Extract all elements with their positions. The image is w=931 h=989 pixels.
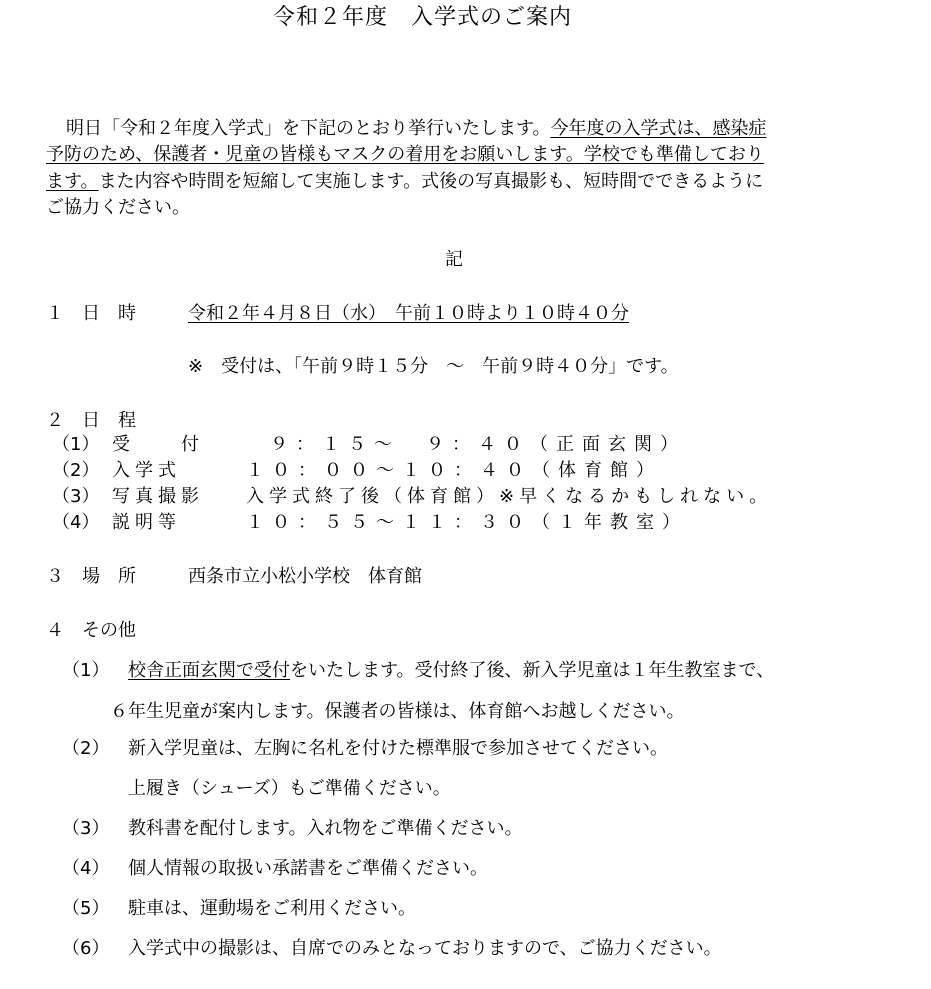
other-item-cont-1: ６年生児童が案内します。保護者の皆様は、体育館へお越しください。 <box>110 701 685 722</box>
other-item-text-5: 駐車は、運動場をご利用ください。 <box>128 898 416 919</box>
schedule-item-label-3: 写真撮影 <box>112 486 204 507</box>
other-item-text-6: 入学式中の撮影は、自席でのみとなっておりますので、ご協力ください。 <box>128 938 722 959</box>
other-item-text-1 <box>128 659 774 683</box>
intro-line-1a: 明日「令和２年度入学式」を下記のとおり挙行いたします。 <box>66 118 551 139</box>
section2-heading: ２ 日 程 <box>46 410 136 431</box>
schedule-item-num-4: （4） <box>52 512 100 533</box>
schedule-item-num-1: （1） <box>52 434 100 455</box>
other-item-text-1-underlined: 校舎正面玄関で受付 <box>128 660 290 681</box>
section1-heading: １ 日 時 <box>46 303 136 324</box>
other-item-text-4: 個人情報の取扱い承諾書をご準備ください。 <box>128 858 488 879</box>
other-item-num-4: （4） <box>62 858 110 879</box>
schedule-item-num-2: （2） <box>52 460 100 481</box>
other-item-cont-2: 上履き（シューズ）もご準備ください。 <box>128 778 451 799</box>
other-item-num-6: （6） <box>62 938 110 959</box>
schedule-item-label-2: 入学式 <box>112 460 181 481</box>
schedule-item-detail-3: 入学式終了後（体育館）※早くなるかもしれない。 <box>246 486 773 507</box>
schedule-item-detail-2: １０：００～１０：４０（体育館） <box>246 460 662 481</box>
other-item-num-5: （5） <box>62 898 110 919</box>
section1-value: 令和２年４月８日（水） 午前１０時より１０時４０分 <box>188 303 629 324</box>
document-title: 令和２年度 入学式のご案内 <box>273 5 573 30</box>
schedule-item-label-1: 受 付 <box>112 434 204 455</box>
section3-heading: ３ 場 所 <box>46 566 136 587</box>
intro-line-3b: また内容や時間を短縮して実施します。式後の写真撮影も、短時間でできるように <box>98 171 764 192</box>
schedule-item-detail-1: ９：１５～ ９：４０（正面玄関） <box>270 434 686 455</box>
other-item-num-2: （2） <box>62 738 110 759</box>
intro-line-2: 予防のため、保護者・児童の皆様もマスクの着用をお願いします。学校でも準備しており <box>46 144 764 165</box>
schedule-item-num-3: （3） <box>52 486 100 507</box>
schedule-item-detail-4: １０：５５～１１：３０（１年教室） <box>246 512 688 533</box>
ki-heading: 記 <box>445 249 463 270</box>
intro-line-1 <box>66 117 767 141</box>
other-item-num-1: （1） <box>62 660 110 681</box>
schedule-item-label-4: 説明等 <box>112 512 181 533</box>
intro-line-1b: 今年度の入学式は、感染症 <box>550 118 767 139</box>
other-item-text-1-rest: をいたします。受付終了後、新入学児童は１年生教室まで、 <box>290 660 775 681</box>
other-item-text-2: 新入学児童は、左胸に名札を付けた標準服で参加させてください。 <box>128 738 668 759</box>
section4-heading: ４ その他 <box>46 620 136 641</box>
section3-value: 西条市立小松小学校 体育館 <box>188 566 422 587</box>
intro-line-3a: ます。 <box>46 171 99 192</box>
other-item-num-3: （3） <box>62 818 110 839</box>
intro-line-3 <box>46 170 763 194</box>
other-item-text-3: 教科書を配付します。入れ物をご準備ください。 <box>128 818 523 839</box>
section1-note: ※ 受付は、「午前９時１５分 ～ 午前９時４０分」です。 <box>188 356 679 377</box>
intro-line-4: ご協力ください。 <box>46 197 190 218</box>
